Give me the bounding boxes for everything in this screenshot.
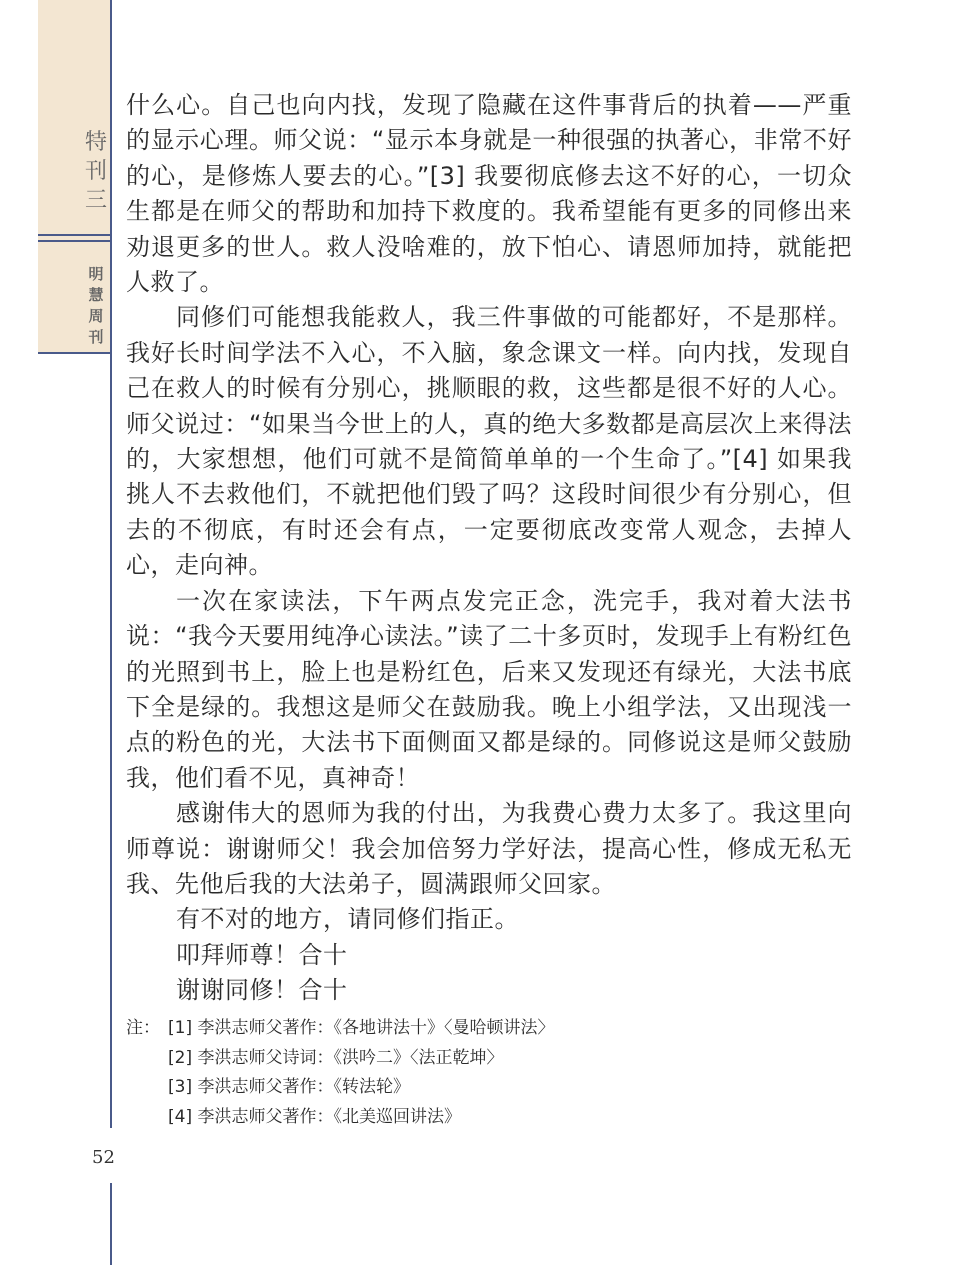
article-body bbox=[126, 88, 852, 1009]
footnote-row bbox=[126, 1014, 852, 1044]
footnote-row bbox=[126, 1044, 852, 1074]
publication-name-char: 刊 bbox=[88, 328, 104, 346]
section-title-char: 特 bbox=[84, 130, 107, 155]
footnote-item: [1] 李洪志师父著作：《各地讲法十》〈曼哈顿讲法〉 bbox=[168, 1018, 555, 1038]
paragraph: 同修们可能想我能救人，我三件事做的可能都好，不是那样。我好长时间学法不入心，不入脑，象念课文一样。向内找，发现自己在救人的时候有分别心，挑顺眼的救，这些都是很不好的人心。师父说过：“如果当今世上的人，真的绝大多数都是高层次上来得法的，大家想想，他们可就不是简简单单的一个生命了。”[4] 如果我挑人不去救他们，不就把他们毁了吗？这段时间很少有分别心，但去的不彻底，有时还会有点，一定要彻底改变常人观念，去掉人心，走向神。 bbox=[126, 303, 852, 580]
footnote-item: [3] 李洪志师父著作：《转法轮》 bbox=[168, 1077, 410, 1097]
section-title bbox=[81, 128, 111, 215]
paragraph: 什么心。自己也向内找，发现了隐藏在这件事背后的执着——严重的显示心理。师父说：“显示本身就是一种很强的执著心，非常不好的心，是修炼人要去的心。”[3] 我要彻底修去这不好的心，一切众生都是在师父的帮助和加持下救度的。我希望能有更多的同修出来劝退更多的世人。救人没啥难的，放下怕心、请恩师加持，就能把人救了。 bbox=[126, 91, 852, 297]
paragraph: 谢谢同修！合十 bbox=[176, 976, 348, 1005]
tab-divider-bottom bbox=[38, 240, 111, 242]
publication-name-char: 周 bbox=[88, 307, 104, 325]
margin-line-lower bbox=[110, 1183, 112, 1265]
footnote-item: [2] 李洪志师父诗词：《洪吟二》〈法正乾坤〉 bbox=[168, 1047, 504, 1068]
section-title-char: 刊 bbox=[84, 159, 107, 184]
margin-line-upper bbox=[110, 0, 112, 1128]
publication-name-char: 慧 bbox=[88, 286, 104, 304]
footnote-row bbox=[126, 1073, 852, 1103]
publication-name bbox=[85, 264, 107, 348]
paragraph: 感谢伟大的恩师为我的付出，为我费心费力太多了。我这里向师尊说：谢谢师父！我会加倍努力学好法，提高心性，修成无私无我、先他后我的大法弟子，圆满跟师父回家。 bbox=[126, 799, 852, 898]
footnote-row bbox=[126, 1103, 852, 1133]
footnote-label: 注： bbox=[126, 1018, 160, 1038]
tab-divider-top bbox=[38, 234, 111, 236]
footnote-item: [4] 李洪志师父著作：《北美巡回讲法》 bbox=[168, 1106, 461, 1127]
publication-name-char: 明 bbox=[88, 265, 104, 283]
paragraph: 有不对的地方，请同修们指正。 bbox=[176, 905, 519, 934]
paragraph: 叩拜师尊！合十 bbox=[176, 940, 348, 969]
paragraph: 一次在家读法，下午两点发完正念，洗完手，我对着大法书说：“我今天要用纯净心读法。”读了二十多页时，发现手上有粉红色的光照到书上，脸上也是粉红色，后来又发现还有绿光，大法书底下全是绿的。我想这是师父在鼓励我。晚上小组学法，又出现浅一点的粉色的光，大法书下面侧面又都是绿的。同修说这是师父鼓励我，他们看不见，真神奇！ bbox=[126, 586, 852, 792]
footnotes bbox=[126, 1014, 852, 1132]
tab-bottom-rule bbox=[38, 352, 111, 354]
page-number: 52 bbox=[92, 1147, 115, 1168]
section-title-char: 三 bbox=[84, 188, 107, 213]
